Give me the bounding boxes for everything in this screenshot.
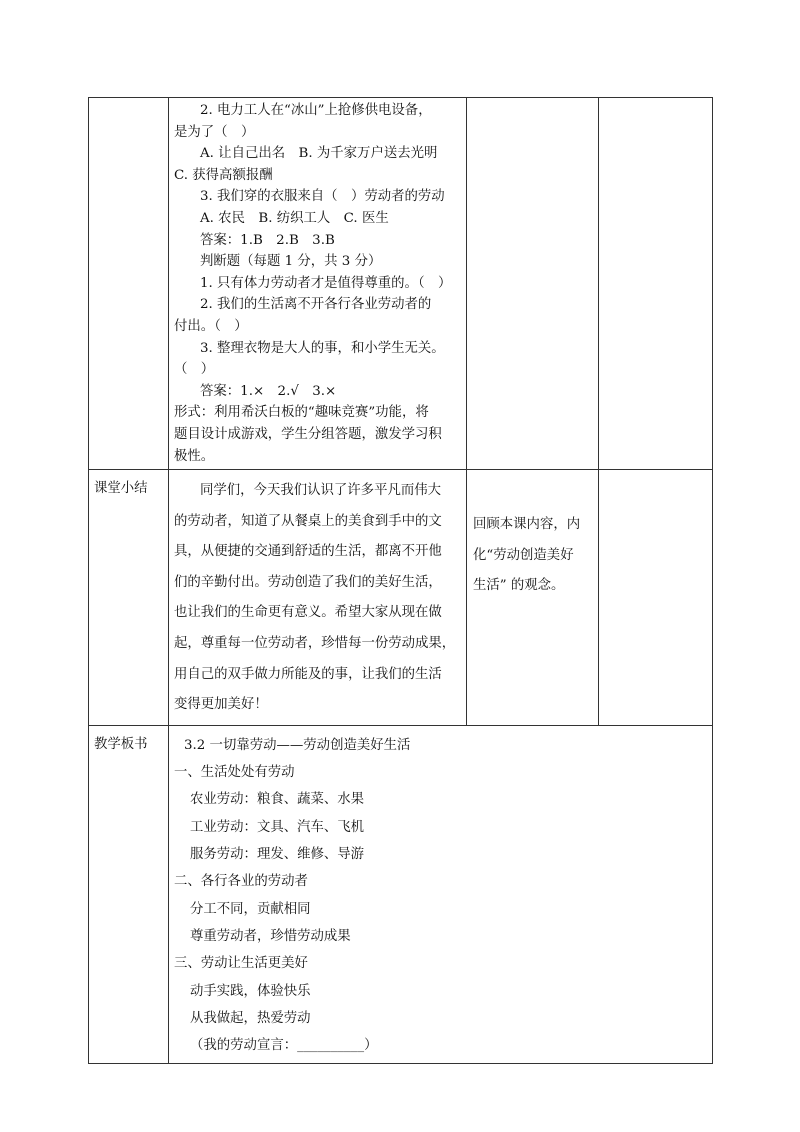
summary-line: 的劳动者，知道了从餐桌上的美食到手中的文 [174, 513, 442, 529]
summary-row [89, 470, 713, 726]
practice-note-cell [599, 98, 713, 470]
practice-line: 1. 只有体力劳动者才是值得尊重的。（ ） [200, 275, 452, 291]
board-label: 教学板书 [94, 736, 148, 752]
summary-line: 变得更加美好！ [174, 697, 268, 713]
board-title: 3.2 一切靠劳动——劳动创造美好生活 [184, 737, 411, 753]
summary-line: 们的辛勤付出。劳动创造了我们的美好生活， [174, 574, 442, 590]
board-section-heading: 二、各行各业的劳动者 [174, 874, 308, 890]
summary-intent-cell [467, 470, 599, 726]
practice-form-line: 题目设计成游戏，学生分组答题，激发学习积 [174, 426, 442, 442]
summary-line: 用自己的双手做力所能及的事，让我们的生活 [174, 666, 442, 682]
board-line: 从我做起，热爱劳动 [190, 1010, 311, 1026]
practice-row [89, 98, 713, 470]
board-declaration: （我的劳动宣言：__________） [190, 1038, 378, 1054]
board-line: 服务劳动：理发、维修、导游 [190, 847, 365, 863]
board-line: 动手实践，体验快乐 [190, 983, 311, 999]
board-section-heading: 三、劳动让生活更美好 [174, 956, 308, 972]
practice-content-cell [169, 98, 467, 470]
summary-line: 起，尊重每一位劳动者，珍惜每一份劳动成果， [174, 636, 456, 652]
board-row [89, 725, 713, 1064]
practice-line: C. 获得高额报酬 [174, 167, 273, 183]
board-section-heading: 一、生活处处有劳动 [174, 765, 295, 781]
practice-heading: 判断题（每题 1 分，共 3 分） [200, 254, 382, 270]
practice-answer: 答案：1.B 2.B 3.B [200, 232, 335, 248]
board-line: 尊重劳动者，珍惜劳动成果 [190, 928, 351, 944]
practice-line: 2. 电力工人在“冰山”上抢修供电设备， [200, 103, 432, 118]
practice-form-line: 极性。 [174, 448, 215, 464]
practice-form-line: 形式：利用希沃白板的“趣味竞赛”功能，将 [174, 405, 429, 421]
summary-note-cell [599, 470, 713, 726]
practice-line: 付出。（ ） [174, 318, 248, 334]
board-content-cell [169, 725, 713, 1064]
lesson-plan-table [88, 97, 713, 1064]
board-line: 工业劳动：文具、汽车、飞机 [190, 819, 365, 835]
board-line: 分工不同，贡献相同 [190, 901, 311, 917]
practice-answer: 答案：1.× 2.√ 3.× [200, 383, 337, 399]
board-line: 农业劳动：粮食、蔬菜、水果 [190, 792, 365, 808]
summary-content-cell [169, 470, 467, 726]
summary-intent-line: 化“劳动创造美好 [473, 547, 574, 563]
summary-label: 课堂小结 [94, 481, 148, 497]
summary-intent-line: 生活” 的观念。 [473, 578, 565, 594]
practice-line: （ ） [174, 362, 215, 378]
summary-line: 具，从便捷的交通到舒适的生活，都离不开他 [174, 544, 442, 560]
practice-label-cell [89, 98, 169, 470]
practice-line: 3. 整理衣物是大人的事，和小学生无关。 [200, 340, 445, 356]
summary-intent-line: 回顾本课内容，内 [473, 517, 581, 533]
practice-line: 是为了（ ） [174, 124, 255, 140]
practice-line: 3. 我们穿的衣服来自（ ）劳动者的劳动 [200, 189, 445, 205]
practice-line: 2. 我们的生活离不开各行各业劳动者的 [200, 297, 432, 313]
summary-line: 也让我们的生命更有意义。希望大家从现在做 [174, 605, 442, 621]
board-label-cell [89, 725, 169, 1064]
summary-label-cell [89, 470, 169, 726]
summary-line: 同学们，今天我们认识了许多平凡而伟大 [200, 483, 442, 499]
practice-line: A. 农民 B. 纺织工人 C. 医生 [200, 210, 389, 226]
practice-intent-cell [467, 98, 599, 470]
practice-line: A. 让自己出名 B. 为千家万户送去光明 [200, 146, 438, 162]
